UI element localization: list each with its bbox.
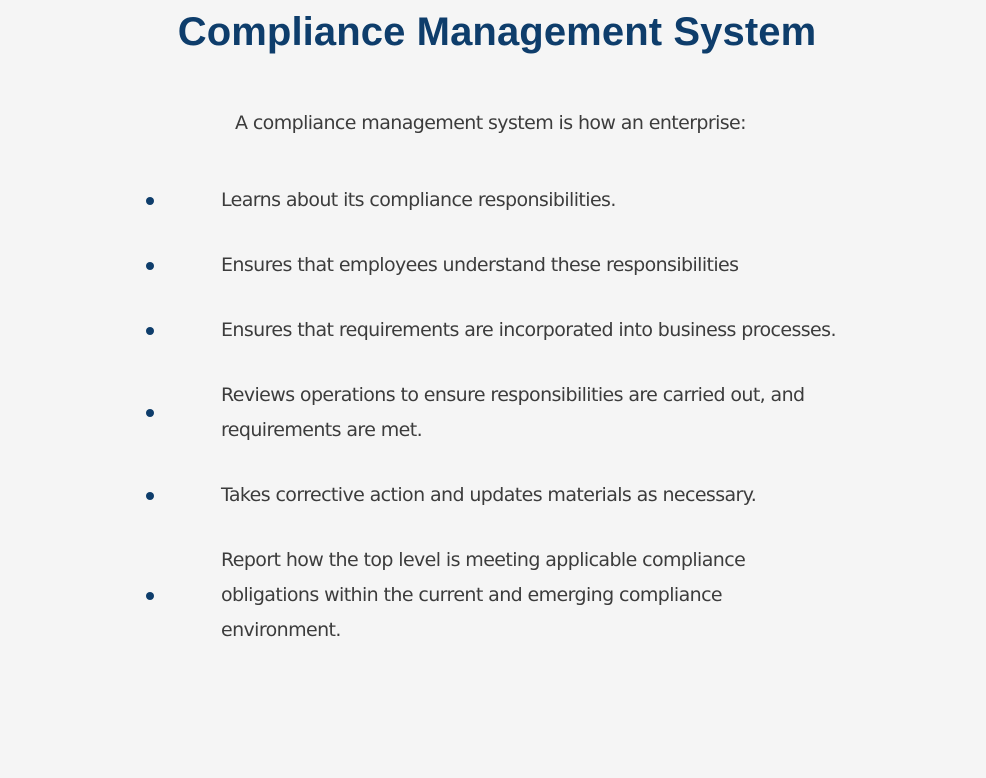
list-item-text: Ensures that requirements are incorporated into business processes. xyxy=(221,319,836,341)
list-item-text: Reviews operations to ensure responsibilities are carried out, and requirements are met. xyxy=(221,384,805,441)
intro-text: A compliance management system is how an enterprise: xyxy=(235,112,746,134)
bullet-icon xyxy=(146,327,154,335)
list-item-text: Report how the top level is meeting applicable compliance obligations within the current and emerging compliance environment. xyxy=(221,549,746,641)
list-item-text: Ensures that employees understand these responsibilities xyxy=(221,254,739,276)
list-item-text: Takes corrective action and updates materials as necessary. xyxy=(221,484,757,506)
bullet-icon xyxy=(146,262,154,270)
page-title: Compliance Management System xyxy=(177,10,817,54)
bullet-icon xyxy=(146,409,154,417)
bullet-icon xyxy=(146,197,154,205)
bullet-icon xyxy=(146,592,154,600)
list-item-text: Learns about its compliance responsibilities. xyxy=(221,189,616,211)
bullet-icon xyxy=(146,492,154,500)
